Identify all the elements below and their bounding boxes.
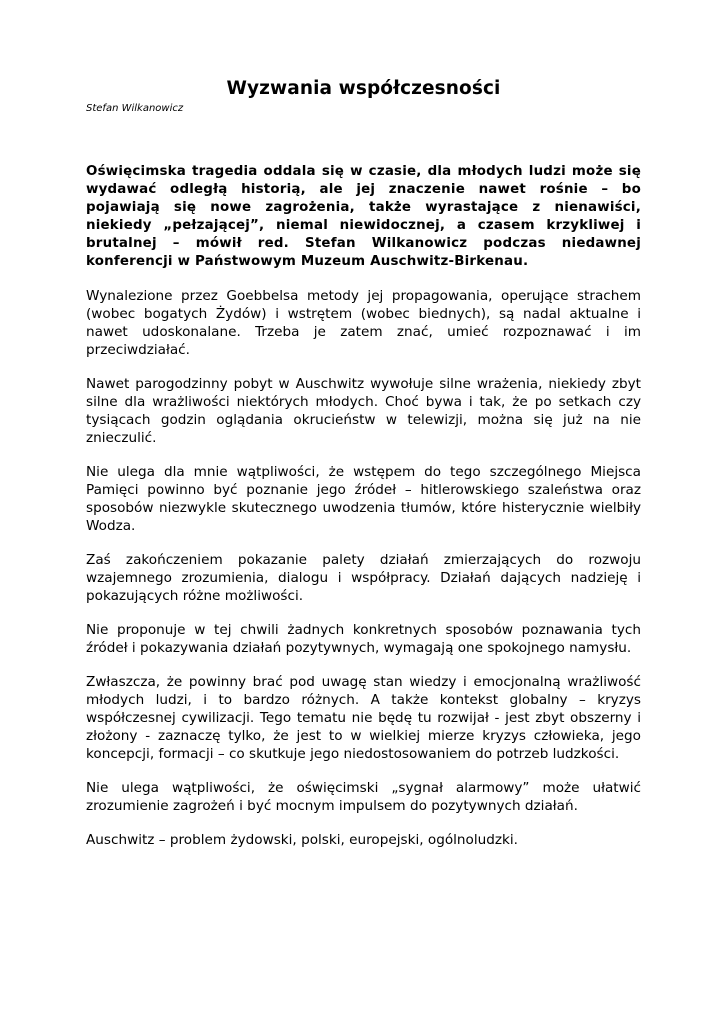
document-page xyxy=(86,72,641,849)
body-paragraph-4: Zaś zakończeniem pokazanie palety działań zmierzających do rozwoju wzajemnego zrozumienia, dialogu i współpracy. Działań dających nadzieję i pokazujących różne możliwości. xyxy=(86,552,641,604)
body-paragraph-7: Nie ulega wątpliwości, że oświęcimski „sygnał alarmowy” może ułatwić zrozumienie zagrożeń i być mocnym impulsem do pozytywnych działań. xyxy=(86,780,641,814)
body-paragraph-1: Wynalezione przez Goebbelsa metody jej propagowania, operujące strachem (wobec bogatych Żydów) i wstrętem (wobec biednych), są nadal aktualne i nawet udoskonalane. Trzeba je zatem znać, umieć rozpoznawać i im przeciwdziałać. xyxy=(86,288,641,358)
body-paragraph-5: Nie proponuje w tej chwili żadnych konkretnych sposobów poznawania tych źródeł i pokazywania działań pozytywnych, wymagają one spokojnego namysłu. xyxy=(86,622,641,656)
document-title: Wyzwania współczesności xyxy=(226,78,501,99)
body-paragraph-8: Auschwitz – problem żydowski, polski, europejski, ogólnoludzki. xyxy=(86,832,518,848)
body-paragraph-2: Nawet parogodzinny pobyt w Auschwitz wywołuje silne wrażenia, niekiedy zbyt silne dla wrażliwości niektórych młodych. Choć bywa i tak, że po setkach czy tysiącach godzin oglądania okrucieństw w telewizji, można się już na nie znieczulić. xyxy=(86,376,641,446)
lead-paragraph: Oświęcimska tragedia oddala się w czasie, dla młodych ludzi może się wydawać odległą historią, ale jej znaczenie nawet rośnie – bo pojawiają się nowe zagrożenia, także wyrastające z nienawiści, niekiedy „pełzającej”, niemal niewidocznej, a czasem krzykliwej i brutalnej – mówił red. Stefan Wilkanowicz podczas niedawnej konferencji w Państwowym Muzeum Auschwitz-Birkenau. xyxy=(86,164,641,269)
body-paragraph-3: Nie ulega dla mnie wątpliwości, że wstępem do tego szczególnego Miejsca Pamięci powinno być poznanie jego źródeł – hitlerowskiego szaleństwa oraz sposobów niezwykle skutecznego uwodzenia tłumów, które histerycznie wielbiły Wodza. xyxy=(86,464,641,534)
document-author: Stefan Wilkanowicz xyxy=(86,103,184,114)
body-paragraph-6: Zwłaszcza, że powinny brać pod uwagę stan wiedzy i emocjonalną wrażliwość młodych ludzi, i to bardzo różnych. A także kontekst globalny – kryzys współczesnej cywilizacji. Tego tematu nie będę tu rozwijał - jest zbyt obszerny i złożony - zaznaczę tylko, że jest to w wielkiej mierze kryzys człowieka, jego koncepcji, formacji – co skutkuje jego niedostosowaniem do potrzeb ludzkości. xyxy=(86,674,641,762)
